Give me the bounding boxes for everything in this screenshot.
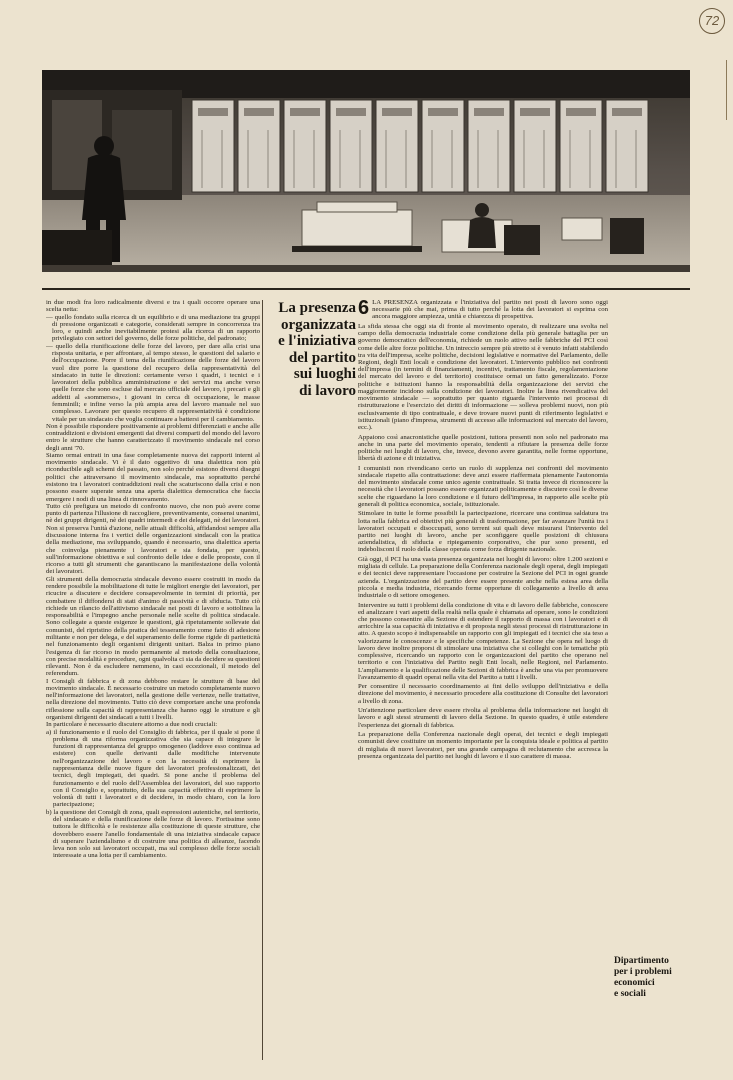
drop-cap-number: 6	[358, 299, 370, 319]
headline-line: di lavoro	[299, 382, 356, 399]
right-paragraph: I comunisti non rivendicano certo un ruolo di supplenza nei confronti del movimento sindacale rispetto alla contrattazione: deve anzi essere riaffermata pienamente l'autonomia del movimento sindacale come unico agente contrattuale. Si tratta invece di riconoscere la necessità che i lavoratori possano essere organizzati politicamente e discutere così le diverse scelte che riguardano la loro condizione e il futuro dell'impresa, in rapporto alle scelte più generali di politica economica, sociale, istituzionale.	[358, 464, 608, 508]
right-paragraph: LA PRESENZA organizzata e l'iniziativa del partito nei posti di lavoro sono oggi necessarie più che mai, prima di tutto perché la lotta dei lavoratori si esprima con ancora maggiore ampiezza, unità e chiarezza di prospettiva.	[372, 299, 608, 321]
headline-line: organizzata	[281, 316, 356, 333]
headline-line: La presenza	[278, 300, 356, 316]
left-text-column	[46, 299, 260, 1061]
headline-line: del partito	[288, 349, 356, 366]
factory-photo	[42, 70, 690, 272]
article-title	[264, 300, 356, 400]
page-number: 72	[699, 8, 725, 34]
section-label-line: Dipartimento	[614, 956, 669, 966]
left-paragraph: Non è possibile rispondere positivamente ai problemi differenziati e anche alle contraddizioni e divisioni emergenti dai diversi comparti del mondo del lavoro entro le strutture che hanno caratterizzato il movimento sindacale nel corso degli anni '70.	[46, 422, 260, 452]
right-paragraph: La preparazione della Conferenza nazionale degli operai, dei tecnici e degli impiegati comunisti deve costituire un momento importante per la conquista ideale e politica al partito di migliaia di nuovi lavoratori, per una grande campagna di reclutamento che accresca la presenza organizzata del partito nei luoghi di lavoro e il suo carattere di massa.	[358, 731, 608, 760]
right-paragraph: La sfida stessa che oggi sta di fronte al movimento operaio, di realizzare una svolta nel campo della democrazia industriale come condizione della più generale battaglia per un governo democratico dell'economia, richiede un ruolo attivo nelle fabbriche del PCI così come delle altre forze politiche. Un intreccio sempre più stretto si è venuto infatti stabilendo tra vita dell'impresa, scelte politiche, decisioni legislative e normative del Parlamento, delle Regioni, degli Enti locali e condizione dei lavoratori. L'intervento pubblico nei confronti dell'impresa (in termini di finanziamenti, incentivi, trattamento fiscale, regolamentazione del mercato del lavoro e del territorio) costituisce ormai un fatto generalizzato. Forze politiche e istituzioni hanno la responsabilità della organizzazione dei servizi che maggiormente incidono sulla condizione dei lavoratori. Inoltre la linea rivendicativa del movimento sindacale — soprattutto per quanto riguarda l'intervento nei processi di ristrutturazione e l'esercizio dei diritti di informazione — solleva problemi nuovi, non più esclusivamente di tipo contrattuale, e deve trovare nuovi punti di riferimento legislativi e istituzionali (piano d'impresa, strumenti di accesso alle informazioni sul mercato del lavoro, ecc.).	[358, 322, 608, 432]
headline	[264, 300, 356, 399]
headline-line: e l'iniziativa	[278, 333, 356, 349]
left-paragraph: — quello fondato sulla ricerca di un equilibrio e di una mediazione tra gruppi di pressione organizzati e categorie, considerati sempre in concorrenza tra loro, e quindi anche inevitabilmente protesi alla ricerca di un rapporto privilegiato con settori del governo, delle forze politiche, del padronato;	[46, 313, 260, 343]
section-label-line: economici	[614, 978, 655, 988]
factory-photo-illustration	[42, 70, 690, 272]
left-paragraph: Gli strumenti della democrazia sindacale devono essere costruiti in modo da rendere possibile la mobilitazione di tutte le migliori energie dei lavoratori, per ricucire a discutere e decidere consapevolmente in termini di priorità, per combattere il diffondersi di stati d'animo di passività e di sfiducia. Tutto ciò richiede un rilancio dell'attivismo sindacale nei posti di lavoro e sottolinea la responsabilità e l'impegno anche personale nelle scelte di politica sindacale. Sono collegate a queste esigenze le questioni, già ripetutamente sollevate dai comunisti, del ripristino della pratica del tesseramento come fatto di adesione militante e non per delega, e del superamento delle forme rigide di pariteticità nel funzionamento degli organismi dirigenti unitari. Balza in primo piano l'esigenza di far ricorso in modo permanente al metodo della consultazione, con precise modalità e procedure, ogni qualvolta ci sia da decidere su questioni rilevanti. Non è da escludere nemmeno, in casi eccezionali, il metodo del referendum.	[46, 575, 260, 678]
right-text-column	[358, 299, 608, 1044]
left-paragraph: Tutto ciò prefigura un metodo di confronto nuovo, che non può avere come punto di partenza l'illusione di raccogliere, preventivamente, consensi unanimi, nè dei gruppi dirigenti, nè dei quadri intermedi e dei delegati, nè dei lavoratori. Non si preserva l'unità d'azione, nelle attuali difficoltà, affidandosi sempre alla discussione interna fra i vertici delle organizzazioni sindacali con la pratica della mediazione, ma sviluppando, quando è necessario, una dialettica aperta che coinvolga pienamente i lavoratori e sia fondata, per questo, sull'informazione obiettiva e sul confronto delle idee e delle proposte, con il ricorso a tutti gli strumenti che garantiscano la manifestazione della volontà dei lavoratori.	[46, 502, 260, 576]
section-label-line: per i problemi	[614, 967, 672, 977]
top-rule	[42, 288, 690, 290]
right-paragraph: Stimolare in tutte le forme possibili la partecipazione, ricercare una continua saldatura tra lotta nella fabbrica ed obiettivi più generali di trasformazione, per far avanzare l'unità tra i lavoratori occupati e disoccupati, sono terreni sui quali deve misurarsi l'intervento del partito nei luoghi di lavoro, anche per sconfiggere quelle posizioni di chiusura aziendalistica, di sfiducia e ripiegamento corporativo, che pur sono presenti, ed indebolisconi il ruolo della classe operaia come forza dirigente nazionale.	[358, 510, 608, 554]
left-paragraph: in due modi fra loro radicalmente diversi e tra i quali occorre operare una scelta netta:	[46, 299, 260, 314]
right-paragraph: Già oggi, il PCI ha una vasta presenza organizzata nei luoghi di lavoro: oltre 1.200 sezioni e migliaia di cellule. La preparazione della Conferenza nazionale degli operai, degli impiegati e dei tecnici deve rappresentare l'occasione per costruire la Sezione del PCI in ogni grande azienda. L'organizzazione del partito deve essere presente anche nella estesa area della piccola e media industria, ricercando forme opportune di collegamento a livello di area industriale o di settore omogeneo.	[358, 555, 608, 600]
right-paragraph: Appaiono così anacronistiche quelle posizioni, tuttora presenti non solo nel padronato ma anche in una parte del movimento operaio, tendenti a rifiutare la presenza delle forze politiche nei luoghi di lavoro, che, invece, devono avere garantita, nelle forme opportune, libertà di azione e di iniziativa.	[358, 433, 608, 463]
edge-mark	[726, 60, 727, 120]
section-label	[614, 956, 704, 1000]
left-paragraph: I Consigli di fabbrica e di zona debbono restare le strutture di base del movimento sindacale. È necessario costruire un metodo completamente nuovo nell'informazione dei lavoratori, nella gestione delle vertenze, nelle trattative, nella direzione del movimento. Tutto ciò deve comportare anche una profonda riflessione sulla capacità di rappresentanza che hanno oggi le strutture e gli organismi dirigenti dei sindacati a tutti i livelli.	[46, 677, 260, 722]
left-paragraph: In particolare è necessario discutere attorno a due nodi cruciali:	[46, 721, 218, 729]
left-paragraph: Siamo ormai entrati in una fase completamente nuova dei rapporti interni al movimento sindacale. Vi è il dato oggettivo di una dialettica non più riconducibile agli schemi del passato, non solo perché esistono diversi disegni politici che attraversano il movimento sindacale, ma soprattutto perché esistono tra i lavoratori contraddizioni reali che scaturiscono dalla crisi e non possono essere superate senza una aperta dialettica democratica che faccia emergere i nodi di una linea di rinnovamento.	[46, 451, 260, 503]
column-divider	[262, 300, 263, 1060]
headline-line: sui luoghi	[293, 366, 356, 382]
left-paragraph: — quello della riunificazione delle forze del lavoro, per dare alla crisi una risposta unitaria, e per affrontare, al tempo stesso, le questioni del salario e dell'occupazione. Porre il tema della riunificazione delle forze del lavoro vuol dire porre la questione del recupero della rappresentatività del sindacato in tutte le direzioni: certamente verso i quadri, i tecnici e i lavoratori della pubblica amministrazione e dei servizi ma anche verso quelle forze che sono escluse dal mercato ufficiale del lavoro, i precari e gli addetti al «sommerso», i giovani in cerca di occupazione, le masse femminili; e infine verso la più ampia area del lavoro manuale nel suo complesso. Lavorare per questo recupero di rappresentatività è condizione vitale per un sindacato che voglia continuare a battersi per il cambiamento.	[46, 342, 260, 423]
right-paragraph: Per consentire il necessario coordinamento ai fini dello sviluppo dell'iniziativa e della direzione del movimento, è necessario procedere alla costituzione di Consulte dei lavoratori a livello di zona.	[358, 683, 608, 705]
left-paragraph: a) il funzionamento e il ruolo del Consiglio di fabbrica, per il quale si pone il problema di una riforma organizzativa che sia capace di integrare le funzioni di rappresentanza del gruppo omogeneo (laddove esso continua ad esistere) con quelle derivanti dalle modifiche intervenute nell'organizzazione del lavoro e con la necessità di esprimere la rappresentanza delle nuove figure dei lavoratori professionalizzati, dei tecnici, degli impiegati, dei quadri. Si pone anche il problema del funzionamento e del ruolo dell'Assemblea dei lavoratori, del suo rapporto con il Consiglio e, soprattutto, della sua capacità effettiva di esprimere la volontà di tutti i lavoratori e di decidere, in modo chiaro, con la loro partecipazione;	[46, 728, 260, 809]
section-label-line: e sociali	[614, 989, 646, 999]
right-paragraph: Un'attenzione particolare deve essere rivolta al problema della informazione nei luoghi di lavoro e agli stessi strumenti di lavoro della Sezione. In questo quadro, è utile estendere l'esperienza dei giornali di fabbrica.	[358, 707, 608, 729]
left-paragraph: b) la questione dei Consigli di zona, quali espressioni autentiche, nel territorio, del sindacato e della riunificazione delle forze di lavoro. Fortissime sono tuttora le difficoltà e le resistenze alla costituzione di queste strutture, che dovrebbero essere l'anello fondamentale di una iniziativa sindacale capace di superare l'aziendalismo e di costruire una politica di alleanze, facendo leva non solo sui lavoratori occupati, ma sul complesso delle forze sociali interessate a una lotta per il cambiamento.	[46, 808, 260, 860]
right-paragraph: Intervenire su tutti i problemi della condizione di vita e di lavoro delle fabbriche, conoscere ed analizzare i vari aspetti della realtà nella quale è chiamata ad operare, sono le condizioni che possono consentire alla Sezione di estendere il rapporto di massa con i lavoratori e di arricchire la sua capacità di iniziativa e di proposta negli stessi processi di ristrutturazione in atto. A questo scopo è indispensabile un rapporto con gli impiegati ed i tecnici che sia teso a valorizzarne le conoscenze e le specifiche competenze. La Sezione che opera nel luogo di lavoro deve inoltre proporsi di stimolare una iniziativa che si colleghi con le tematiche più complessive, ricercando un rapporto con le organizzazioni del partito che operano nel territorio e con l'iniziativa del Partito negli Enti locali, nelle Regioni, nel Parlamento. L'ampliamento e la qualificazione delle Sezioni di fabbrica è anche una via per promuovere l'avanzamento di quadri operai nella vita del Partito a tutti i livelli.	[358, 601, 608, 681]
